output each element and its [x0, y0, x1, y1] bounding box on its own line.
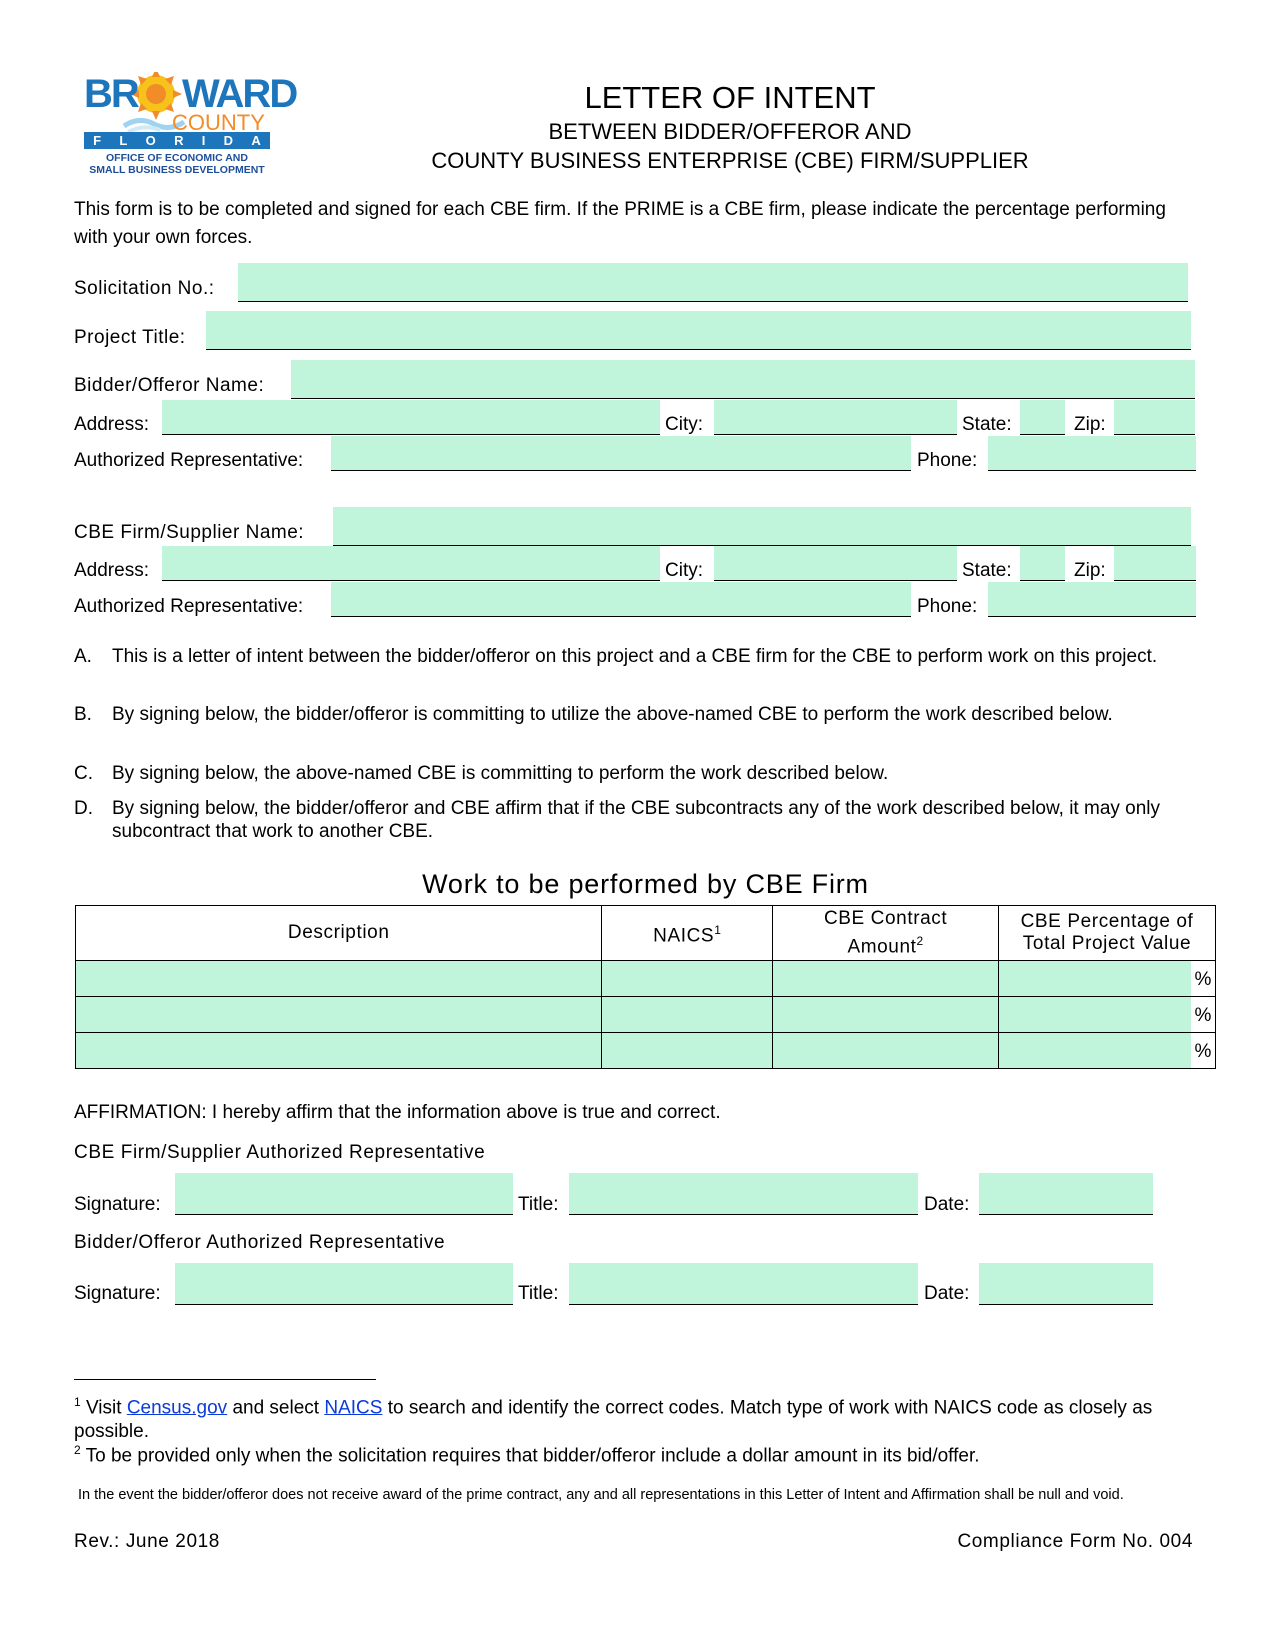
bidder-zip-input[interactable] [1114, 400, 1195, 434]
logo-letter: D [223, 133, 234, 148]
bidder-auth-rep-label: Authorized Representative: [74, 450, 304, 471]
bidder-name-input[interactable] [291, 360, 1195, 398]
cbe-zip-input[interactable] [1114, 546, 1196, 580]
naics-link[interactable]: NAICS [324, 1397, 383, 1419]
disclaimer-text: In the event the bidder/offeror does not receive award of the prime contract, any and all representations in this Letter of Intent and Affirmation shall be null and void. [74, 1487, 1124, 1503]
statement-text: This is a letter of intent between the bidder/offeror on this project and a CBE firm for the CBE to perform work on this project. [112, 646, 1158, 667]
revision-date: Rev.: June 2018 [74, 1531, 220, 1552]
cbe-signature-field[interactable] [175, 1173, 513, 1215]
percentage-cell[interactable] [999, 961, 1216, 997]
bidder-date-input[interactable] [979, 1263, 1153, 1304]
bidder-state-field[interactable] [1020, 400, 1065, 435]
logo-letter: O [145, 133, 156, 148]
cbe-address-input[interactable] [162, 546, 660, 580]
percentage-cell[interactable] [999, 997, 1216, 1033]
cbe-phone-field[interactable] [988, 582, 1196, 617]
logo-florida-band [84, 132, 270, 149]
description-cell[interactable] [76, 961, 602, 997]
cbe-title-field[interactable] [569, 1173, 918, 1215]
bidder-phone-label: Phone: [917, 450, 978, 471]
statement-key: C. [74, 763, 93, 784]
logo-county: COUNTY [172, 110, 265, 135]
cbe-auth-rep-label: Authorized Representative: [74, 596, 304, 617]
statement-key: B. [74, 704, 92, 725]
table-row [76, 1033, 1216, 1069]
col-amount-header [773, 906, 999, 961]
bidder-auth-rep-field[interactable] [331, 436, 911, 471]
cbe-name-input[interactable] [333, 507, 1191, 545]
bidder-phone-input[interactable] [988, 436, 1196, 470]
bidder-title-label: Title: [518, 1283, 559, 1304]
bidder-address-field[interactable] [162, 400, 660, 435]
cbe-auth-rep-field[interactable] [331, 582, 911, 617]
amount-cell[interactable] [773, 997, 999, 1033]
page-subtitle-1: BETWEEN BIDDER/OFFEROR AND [548, 119, 912, 144]
amount-cell[interactable] [773, 961, 999, 997]
bidder-address-label: Address: [74, 414, 149, 435]
amount-footnote-ref: 2 [916, 933, 924, 948]
amount-cell[interactable] [773, 1033, 999, 1069]
bidder-name-field[interactable] [291, 360, 1195, 399]
col-naics-header [602, 906, 773, 961]
cbe-signature-label: Signature: [74, 1194, 161, 1215]
cbe-date-input[interactable] [979, 1173, 1153, 1214]
bidder-date-label: Date: [924, 1283, 970, 1304]
percent-sign: % [1191, 1033, 1215, 1068]
page-title: LETTER OF INTENT [584, 80, 876, 115]
cbe-city-input[interactable] [714, 546, 957, 580]
description-input[interactable] [76, 960, 605, 997]
broward-county-logo [84, 72, 297, 184]
description-input[interactable] [76, 1032, 605, 1069]
bidder-city-label: City: [665, 414, 703, 435]
work-table [75, 905, 1216, 1069]
percentage-input[interactable] [999, 996, 1193, 1033]
naics-input[interactable] [602, 996, 776, 1033]
percentage-input[interactable] [999, 1032, 1193, 1069]
col-pct-label-2: Total Project Value [1022, 933, 1192, 954]
statement-text: By signing below, the bidder/offeror is committing to utilize the above-named CBE to perform the work described below. [112, 704, 1113, 725]
col-naics-label: NAICS [653, 925, 715, 947]
cbe-date-field[interactable] [979, 1173, 1153, 1215]
logo-word-left: BR [84, 72, 138, 116]
table-row [76, 961, 1216, 997]
percentage-cell[interactable] [999, 1033, 1216, 1069]
cbe-state-field[interactable] [1020, 546, 1065, 581]
solicitation-label: Solicitation No.: [74, 278, 215, 299]
cbe-name-field[interactable] [333, 507, 1191, 546]
bidder-signature-label: Signature: [74, 1283, 161, 1304]
col-pct-label-1: CBE Percentage of [1020, 911, 1194, 932]
cbe-date-label: Date: [924, 1194, 970, 1215]
bidder-city-input[interactable] [714, 400, 957, 434]
logo-letter: R [174, 133, 184, 148]
bidder-zip-label: Zip: [1074, 414, 1106, 435]
cbe-name-label: CBE Firm/Supplier Name: [74, 522, 305, 543]
cbe-phone-label: Phone: [917, 596, 978, 617]
cbe-title-input[interactable] [569, 1173, 918, 1214]
naics-cell[interactable] [602, 1033, 773, 1069]
cbe-city-field[interactable] [714, 546, 957, 581]
cbe-title-label: Title: [518, 1194, 559, 1215]
naics-cell[interactable] [602, 961, 773, 997]
table-header-row [76, 906, 1216, 961]
solicitation-field[interactable] [238, 263, 1188, 302]
project-title-label: Project Title: [74, 327, 186, 348]
statement-text: By signing below, the bidder/offeror and CBE affirm that if the CBE subcontracts any of the work described below, it may only subcontract that work to another CBE. [112, 798, 1161, 842]
bidder-date-field[interactable] [979, 1263, 1153, 1305]
col-percentage-header [999, 906, 1216, 961]
amount-input[interactable] [773, 960, 1002, 997]
bidder-rep-heading: Bidder/Offeror Authorized Representative [74, 1232, 446, 1253]
table-row [76, 997, 1216, 1033]
project-title-input[interactable] [206, 311, 1191, 349]
bidder-name-label: Bidder/Offeror Name: [74, 375, 265, 396]
bidder-signature-input[interactable] [175, 1263, 513, 1304]
statement-key: D. [74, 798, 93, 819]
logo-office-line2: SMALL BUSINESS DEVELOPMENT [89, 164, 265, 176]
logo-letter: F [93, 133, 102, 148]
cbe-address-field[interactable] [162, 546, 660, 581]
cbe-state-input[interactable] [1020, 546, 1065, 580]
cbe-auth-rep-input[interactable] [331, 582, 911, 616]
amount-input[interactable] [773, 996, 1002, 1033]
bidder-city-field[interactable] [714, 400, 957, 435]
col-description-label: Description [287, 922, 390, 943]
percent-sign: % [1191, 997, 1215, 1032]
col-amount-label-2: Amount [847, 936, 917, 958]
cbe-phone-input[interactable] [988, 582, 1196, 616]
percentage-input[interactable] [999, 960, 1193, 997]
footnote-divider [74, 1379, 376, 1380]
statement-key: A. [74, 646, 92, 667]
cbe-rep-heading: CBE Firm/Supplier Authorized Representative [74, 1142, 486, 1163]
col-amount-label-1: CBE Contract [823, 907, 948, 929]
description-cell[interactable] [76, 1033, 602, 1069]
naics-input[interactable] [602, 1032, 776, 1069]
census-gov-link[interactable]: Census.gov [126, 1397, 228, 1419]
affirmation-statement: AFFIRMATION: I hereby affirm that the information above is true and correct. [74, 1102, 721, 1123]
amount-input[interactable] [773, 1032, 1002, 1069]
naics-footnote-ref: 1 [714, 922, 722, 937]
bidder-state-label: State: [962, 414, 1012, 435]
footnote-1-text-mid: and select [232, 1397, 320, 1419]
logo-letter: I [201, 133, 206, 148]
footnote-2-text: To be provided only when the solicitation requires that bidder/offeror include a dollar amount in its bid/offer. [85, 1445, 980, 1467]
col-description-header [76, 906, 602, 961]
percent-sign: % [1191, 961, 1215, 996]
description-input[interactable] [76, 996, 605, 1033]
bidder-address-input[interactable] [162, 400, 660, 434]
logo-letter: A [251, 133, 261, 148]
footnote-2 [74, 1438, 1214, 1468]
cbe-signature-input[interactable] [175, 1173, 513, 1214]
footnote-1 [74, 1390, 1214, 1444]
statement-text: By signing below, the above-named CBE is committing to perform the work described below. [112, 763, 889, 784]
naics-input[interactable] [602, 960, 776, 997]
cbe-address-label: Address: [74, 560, 149, 581]
bidder-title-input[interactable] [569, 1263, 918, 1304]
footnote-1-text-pre: Visit [85, 1397, 122, 1419]
bidder-signature-field[interactable] [175, 1263, 513, 1305]
cbe-city-label: City: [665, 560, 703, 581]
bidder-title-field[interactable] [569, 1263, 918, 1305]
naics-cell[interactable] [602, 997, 773, 1033]
work-table-heading: Work to be performed by CBE Firm [422, 869, 869, 899]
cbe-zip-label: Zip: [1074, 560, 1106, 581]
logo-word-right: WARD [182, 72, 297, 116]
logo-letter: L [119, 133, 128, 148]
project-title-field[interactable] [206, 311, 1191, 350]
form-number: Compliance Form No. 004 [957, 1531, 1193, 1552]
bidder-zip-field[interactable] [1114, 400, 1195, 435]
solicitation-input[interactable] [238, 263, 1188, 301]
description-cell[interactable] [76, 997, 602, 1033]
intro-text: This form is to be completed and signed for each CBE firm. If the PRIME is a CBE firm, please indicate the percentage performing with your own forces. [74, 199, 1166, 248]
logo-office-line1: OFFICE OF ECONOMIC AND [106, 152, 248, 164]
bidder-phone-field[interactable] [988, 436, 1196, 471]
logo-office-text [84, 152, 270, 176]
footnote-2-number: 2 [74, 1443, 81, 1457]
cbe-state-label: State: [962, 560, 1012, 581]
page-subtitle-2: COUNTY BUSINESS ENTERPRISE (CBE) FIRM/SUPPLIER [431, 148, 1029, 173]
cbe-zip-field[interactable] [1114, 546, 1196, 581]
bidder-auth-rep-input[interactable] [331, 436, 911, 470]
footnote-1-text-post: to search and identify the correct codes. Match type of work with NAICS code as closely as possible. [74, 1397, 1153, 1443]
footnote-1-number: 1 [74, 1395, 81, 1409]
bidder-state-input[interactable] [1020, 400, 1065, 434]
